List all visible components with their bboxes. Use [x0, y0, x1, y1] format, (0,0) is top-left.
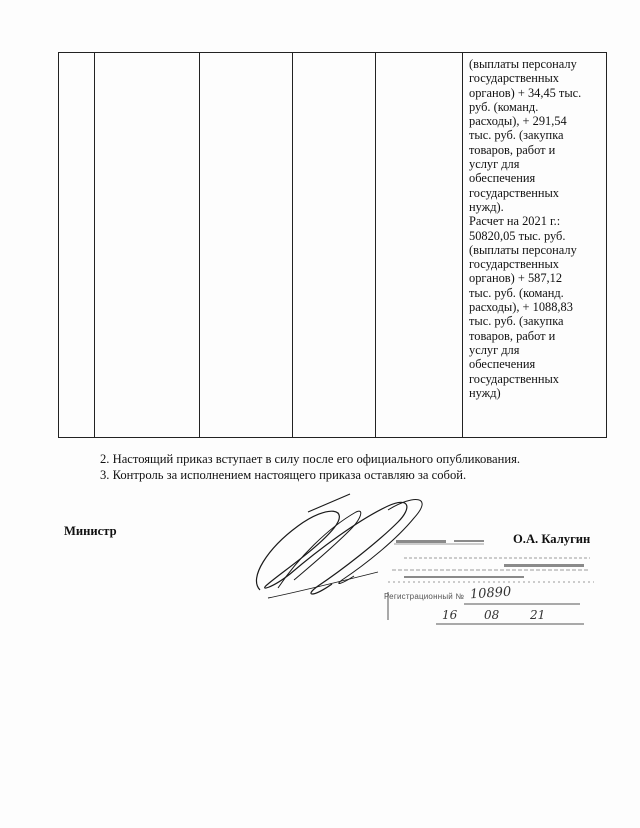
table-cell-amount-a — [293, 53, 376, 438]
registration-day: 16 — [442, 608, 458, 622]
budget-table-continuation — [58, 52, 607, 438]
point-2: 2. Настоящий приказ вступает в силу после его официального опубликования. — [100, 452, 521, 466]
registration-stamp — [384, 536, 596, 632]
table-cell-code — [200, 53, 293, 438]
table-cell-amount-b — [376, 53, 463, 438]
registration-label: Регистрационный № — [384, 592, 465, 601]
point-3: 3. Контроль за исполнением настоящего приказа оставляю за собой. — [100, 467, 467, 482]
table-row — [59, 53, 607, 438]
calculation-text: (выплаты персоналу государственных органов) + 34,45 тыс. руб. (команд. расходы), + 291,54 тыс. руб. (закупка товаров, работ и услуг для обеспечения государственных нужд). Расчет на 2021 г.: 50820,05 тыс. руб. (выплаты персоналу государственных органов) + 587,12 тыс. руб. (команд. расходы), + 1088,83 тыс. руб. (закупка товаров, работ и услуг для обеспечения государственных нужд) — [469, 57, 582, 400]
table-cell-calculation — [463, 53, 607, 438]
table-cell-number — [59, 53, 95, 438]
registration-month: 08 — [484, 608, 500, 622]
table-cell-name — [95, 53, 200, 438]
signer-name: О.А. Калугин — [513, 532, 591, 546]
registration-year: 21 — [530, 608, 546, 622]
signer-role: Министр — [64, 524, 117, 538]
registration-number: 10890 — [469, 584, 512, 603]
order-points — [100, 452, 620, 483]
